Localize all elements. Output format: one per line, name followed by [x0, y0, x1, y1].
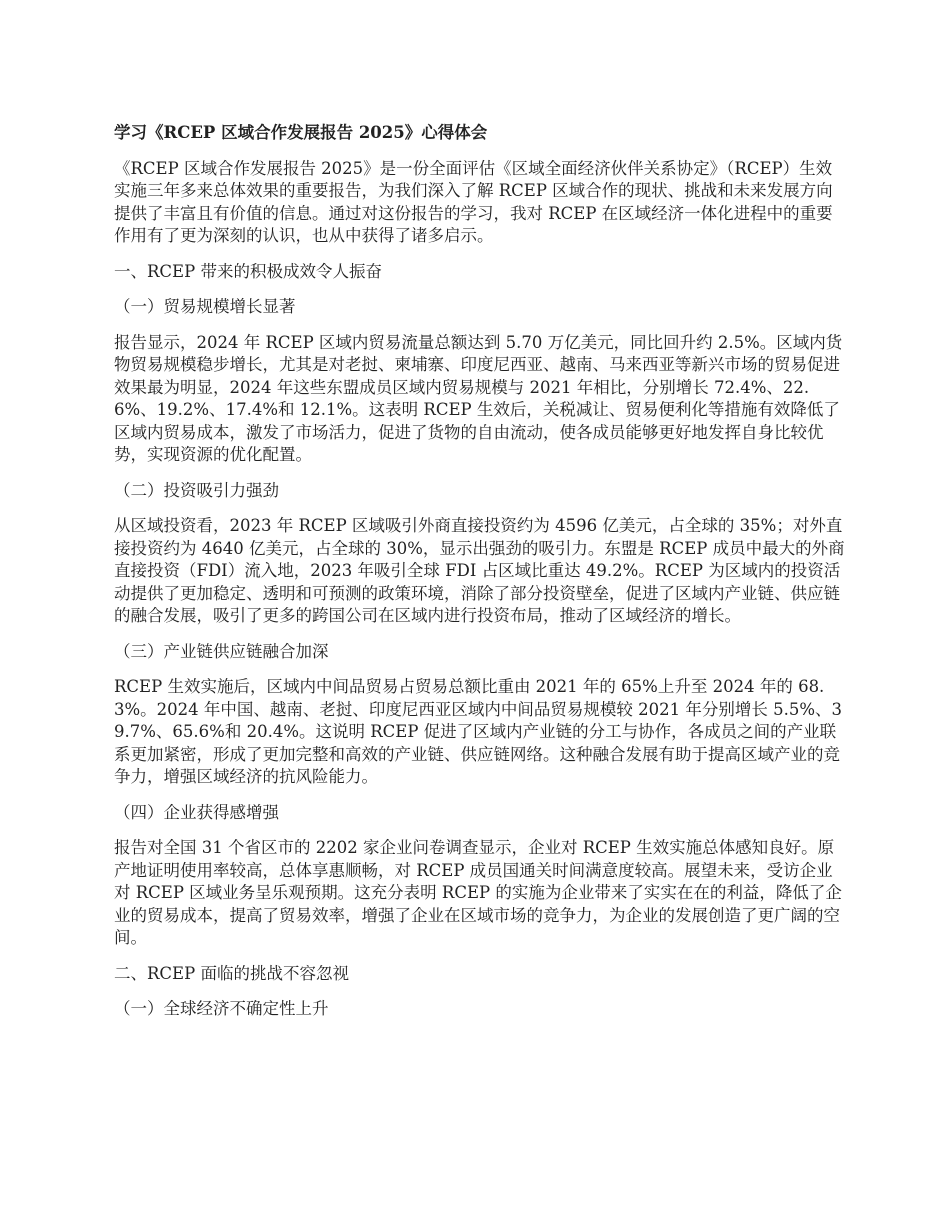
section-2-sub-1-heading: （一）全球经济不确定性上升 [114, 999, 329, 1018]
section-2-heading: 二、RCEP 面临的挑战不容忽视 [114, 963, 349, 983]
intro-paragraph: 《RCEP 区域合作发展报告 2025》是一份全面评估《区域全面经济伙伴关系协定》（RCEP）生效实施三年多来总体效果的重要报告，为我们深入了解 RCEP 区域合作的现状、挑战和未来发展方向提供了丰富且有价值的信息。通过对这份报告的学习，我对 RCEP 在区域经济一体化进程中的重要作用有了更为深刻的认识，也从中获得了诸多启示。 [114, 158, 833, 245]
section-1-sub-3-heading: （三）产业链供应链融合加深 [114, 641, 329, 661]
section-1-sub-2-paragraph: 从区域投资看，2023 年 RCEP 区域吸引外商直接投资约为 4596 亿美元，占全球的 35%；对外直接投资约为 4640 亿美元，占全球的 30%，显示出强劲的吸引力。东盟是 RCEP 成员中最大的外商直接投资（FDI）流入地，2023 年吸引全球 FDI 占区域比重达 49.2%。RCEP 为区域内的投资活动提供了更加稳定、透明和可预测的政策环境，消除了部分投资壁垒，促进了区域内产业链、供应链的融合发展，吸引了更多的跨国公司在区域内进行投资布局，推动了区域经济的增长。 [114, 516, 845, 625]
section-1-heading: 一、RCEP 带来的积极成效令人振奋 [114, 261, 382, 281]
section-1-sub-4-heading: （四）企业获得感增强 [114, 802, 279, 822]
document-title: 学习《RCEP 区域合作发展报告 2025》心得体会 [114, 123, 488, 142]
section-1-sub-2-heading: （二）投资吸引力强劲 [114, 480, 279, 500]
section-1-sub-4-paragraph: 报告对全国 31 个省区市的 2202 家企业问卷调查显示，企业对 RCEP 生效实施总体感知良好。原产地证明使用率较高，总体享惠顺畅，对 RCEP 成员国通关时间满意度较高。展望未来，受访企业对 RCEP 区域业务呈乐观预期。这充分表明 RCEP 的实施为企业带来了实实在在的利益，降低了企业的贸易成本，提高了贸易效率，增强了企业在区域市场的竞争力，为企业的发展创造了更广阔的空间。 [114, 838, 842, 947]
section-1-sub-1-paragraph: 报告显示，2024 年 RCEP 区域内贸易流量总额达到 5.70 万亿美元，同比回升约 2.5%。区域内货物贸易规模稳步增长，尤其是对老挝、柬埔寨、印度尼西亚、越南、马来西亚等新兴市场的贸易促进效果最为明显，2024 年这些东盟成员区域内贸易规模与 2021 年相比，分别增长 72.4%、22.6%、19.2%、17.4%和 12.1%。这表明 RCEP 生效后，关税减让、贸易便利化等措施有效降低了区域内贸易成本，激发了市场活力，促进了货物的自由流动，使各成员能够更好地发挥自身比较优势，实现资源的优化配置。 [114, 332, 843, 464]
section-1-sub-3-paragraph: RCEP 生效实施后，区域内中间品贸易占贸易总额比重由 2021 年的 65%上升至 2024 年的 68.3%。2024 年中国、越南、老挝、印度尼西亚区域内中间品贸易规模较 2021 年分别增长 5.5%、39.7%、65.6%和 20.4%。这说明 RCEP 促进了区域内产业链的分工与协作，各成员之间的产业联系更加紧密，形成了更加完整和高效的产业链、供应链网络。这种融合发展有助于提高区域产业的竞争力，增强区域经济的抗风险能力。 [114, 677, 843, 786]
section-1-sub-1-heading: （一）贸易规模增长显著 [114, 297, 296, 316]
document-content [114, 122, 846, 1034]
